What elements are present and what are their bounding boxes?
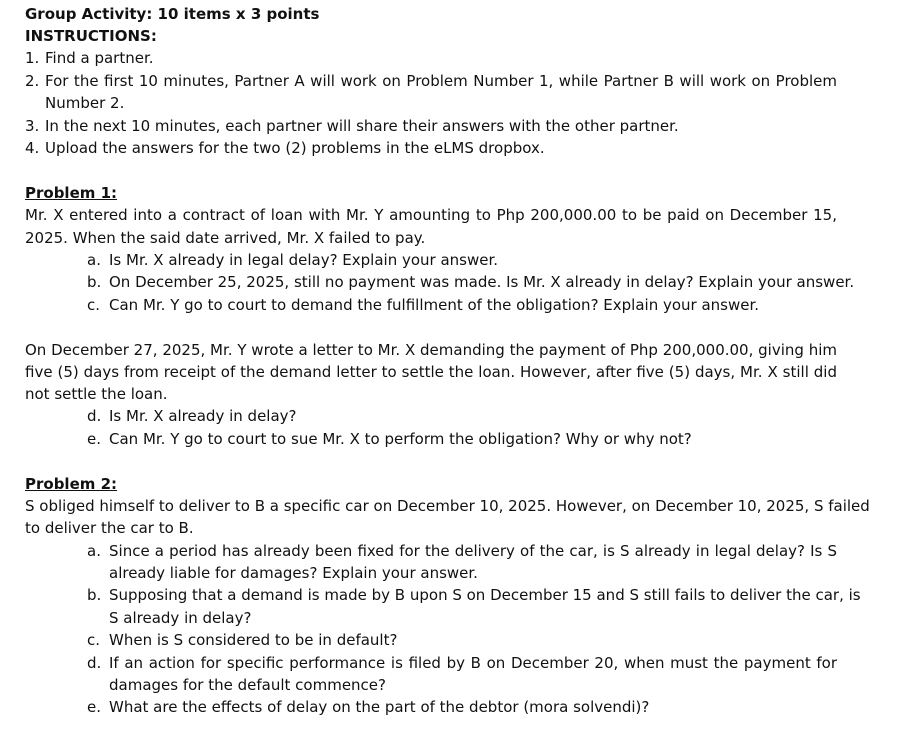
item-letter: e. xyxy=(87,698,101,716)
instruction-number: 4. xyxy=(25,139,40,157)
problem1-heading: Problem 1: xyxy=(25,184,118,202)
problem1-para2-line: five (5) days from receipt of the demand letter to settle the loan. However, after five (5) days, Mr. X still did xyxy=(25,363,837,381)
instruction-text: Number 2. xyxy=(45,94,125,112)
item-letter: d. xyxy=(87,654,102,672)
item-letter: a. xyxy=(87,251,101,269)
problem1-intro-line: 2025. When the said date arrived, Mr. X failed to pay. xyxy=(25,229,426,247)
problem2-intro-line: S obliged himself to deliver to B a specific car on December 10, 2025. However, on December 10, 2025, S failed xyxy=(25,497,870,515)
problem2-heading: Problem 2: xyxy=(25,475,118,493)
item-text: S already in delay? xyxy=(109,609,252,627)
item-text: damages for the default commence? xyxy=(109,676,386,694)
instruction-text: In the next 10 minutes, each partner will share their answers with the other partner. xyxy=(45,117,679,135)
item-letter: c. xyxy=(87,631,101,649)
item-letter: d. xyxy=(87,407,102,425)
instruction-text: Upload the answers for the two (2) problems in the eLMS dropbox. xyxy=(45,139,545,157)
instruction-number: 1. xyxy=(25,49,40,67)
instruction-text: Find a partner. xyxy=(45,49,154,67)
problem1-intro-line: Mr. X entered into a contract of loan with Mr. Y amounting to Php 200,000.00 to be paid on December 15, xyxy=(25,206,837,224)
problem1-para2-line: not settle the loan. xyxy=(25,385,168,403)
item-text: Is Mr. X already in legal delay? Explain your answer. xyxy=(109,251,499,269)
problem1-para2-line: On December 27, 2025, Mr. Y wrote a letter to Mr. X demanding the payment of Php 200,000.00, giving him xyxy=(25,341,837,359)
item-text: When is S considered to be in default? xyxy=(109,631,398,649)
item-letter: b. xyxy=(87,586,102,604)
item-letter: a. xyxy=(87,542,101,560)
item-text: Can Mr. Y go to court to sue Mr. X to perform the obligation? Why or why not? xyxy=(109,430,692,448)
item-letter: c. xyxy=(87,296,101,314)
item-text: What are the effects of delay on the part of the debtor (mora solvendi)? xyxy=(109,698,650,716)
item-text: If an action for specific performance is filed by B on December 20, when must the payment for xyxy=(109,654,837,672)
item-text: already liable for damages? Explain your answer. xyxy=(109,564,478,582)
activity-title: Group Activity: 10 items x 3 points xyxy=(25,5,320,23)
instruction-text: For the first 10 minutes, Partner A will work on Problem Number 1, while Partner B will work on Problem xyxy=(45,72,837,90)
instruction-number: 2. xyxy=(25,72,40,90)
item-text: Can Mr. Y go to court to demand the fulfillment of the obligation? Explain your answer. xyxy=(109,296,760,314)
problem2-intro-line: to deliver the car to B. xyxy=(25,519,194,537)
instructions-heading: INSTRUCTIONS: xyxy=(25,27,157,45)
item-text: On December 25, 2025, still no payment was made. Is Mr. X already in delay? Explain your answer. xyxy=(109,273,855,291)
item-text: Supposing that a demand is made by B upon S on December 15 and S still fails to deliver the car, is xyxy=(109,586,861,604)
item-letter: b. xyxy=(87,273,102,291)
item-text: Since a period has already been fixed for the delivery of the car, is S already in legal delay? Is S xyxy=(109,542,837,560)
instruction-number: 3. xyxy=(25,117,40,135)
item-letter: e. xyxy=(87,430,101,448)
item-text: Is Mr. X already in delay? xyxy=(109,407,297,425)
